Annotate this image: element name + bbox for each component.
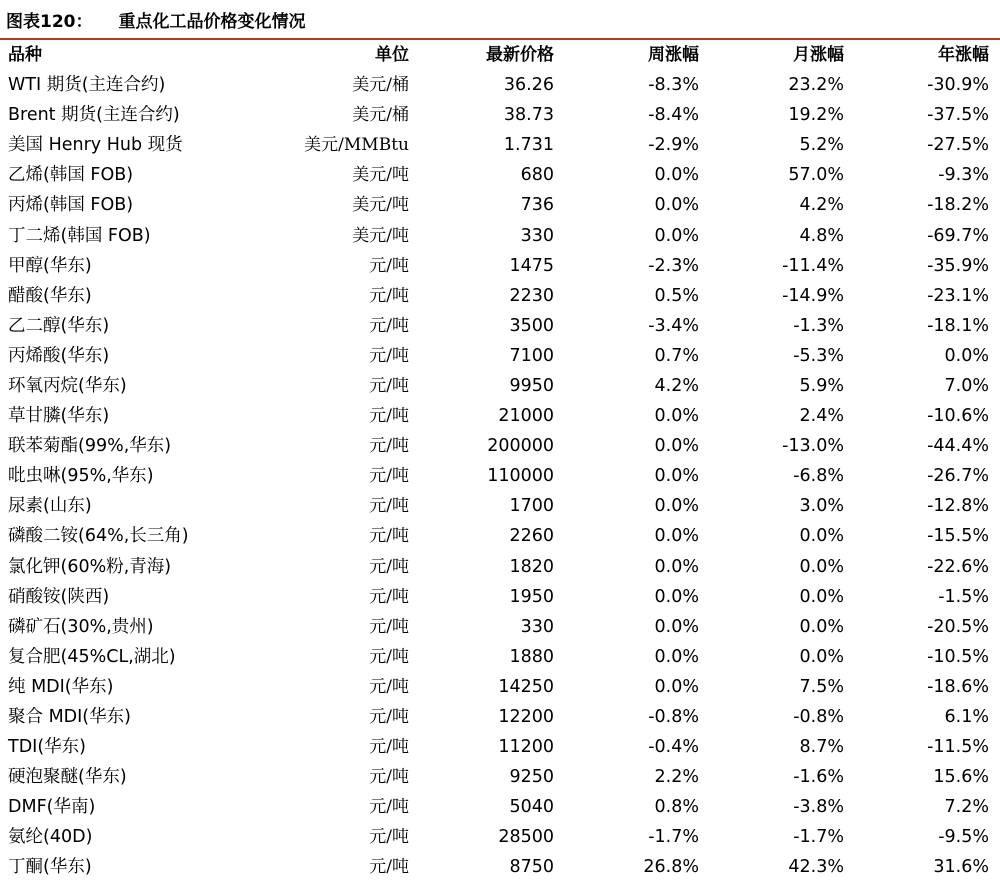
product-cell: 氨纶(40D) <box>8 827 93 848</box>
weekly-change-cell: 26.8% <box>643 857 699 878</box>
weekly-change-cell: -0.8% <box>648 707 699 728</box>
yearly-change-cell: 0.0% <box>944 345 989 366</box>
product-cell: 乙二醇(华东) <box>8 315 110 336</box>
weekly-change-cell: -0.4% <box>648 737 699 758</box>
product-cell: 环氧丙烷(华东) <box>8 375 127 396</box>
unit-cell: 元/吨 <box>369 707 409 728</box>
yearly-change-cell: -37.5% <box>927 105 989 126</box>
yearly-change-cell: -23.1% <box>927 285 989 306</box>
product-cell: 磷酸二铵(64%,长三角) <box>8 526 189 547</box>
latest-price-cell: 2230 <box>509 285 554 306</box>
product-cell: 氯化钾(60%粉,青海) <box>8 556 172 577</box>
table-row <box>6 612 991 642</box>
product-cell: 美国 Henry Hub 现货 <box>8 135 183 156</box>
monthly-change-cell: 0.0% <box>799 526 844 547</box>
monthly-change-cell: 4.2% <box>799 195 844 216</box>
monthly-change-cell: 7.5% <box>799 676 844 697</box>
yearly-change-cell: -22.6% <box>927 556 989 577</box>
yearly-change-cell: 7.2% <box>944 797 989 818</box>
table-row <box>6 792 991 822</box>
weekly-change-cell: 0.0% <box>654 586 699 607</box>
unit-cell: 美元/桶 <box>352 75 409 96</box>
table-row <box>6 311 991 341</box>
latest-price-cell: 21000 <box>498 406 554 427</box>
table-row <box>6 341 991 371</box>
unit-cell: 元/吨 <box>369 857 409 878</box>
unit-cell: 元/吨 <box>369 406 409 427</box>
weekly-change-cell: 0.8% <box>654 797 699 818</box>
weekly-change-cell: 0.0% <box>654 676 699 697</box>
table-row <box>6 762 991 792</box>
yearly-change-cell: -12.8% <box>927 496 989 517</box>
product-cell: 尿素(山东) <box>8 496 92 517</box>
header-monthly-change: 月涨幅 <box>793 45 844 65</box>
table-row <box>6 251 991 281</box>
product-cell: 草甘膦(华东) <box>8 406 110 427</box>
monthly-change-cell: -5.3% <box>793 345 844 366</box>
table-row <box>6 642 991 672</box>
weekly-change-cell: 0.0% <box>654 406 699 427</box>
product-cell: 纯 MDI(华东) <box>8 676 114 697</box>
latest-price-cell: 736 <box>520 195 554 216</box>
weekly-change-cell: 0.0% <box>654 436 699 457</box>
weekly-change-cell: 0.0% <box>654 496 699 517</box>
latest-price-cell: 36.26 <box>503 75 554 96</box>
latest-price-cell: 28500 <box>498 827 554 848</box>
monthly-change-cell: -3.8% <box>793 797 844 818</box>
yearly-change-cell: 7.0% <box>944 375 989 396</box>
monthly-change-cell: 5.9% <box>799 375 844 396</box>
table-row <box>6 702 991 732</box>
yearly-change-cell: -18.2% <box>927 195 989 216</box>
weekly-change-cell: -8.3% <box>648 75 699 96</box>
product-cell: 丁二烯(韩国 FOB) <box>8 225 151 246</box>
monthly-change-cell: -1.3% <box>793 315 844 336</box>
table-row <box>6 371 991 401</box>
latest-price-cell: 680 <box>520 165 554 186</box>
latest-price-cell: 9950 <box>509 375 554 396</box>
unit-cell: 美元/MMBtu <box>304 135 409 156</box>
latest-price-cell: 1880 <box>509 646 554 667</box>
latest-price-cell: 11200 <box>498 737 554 758</box>
table-body <box>6 70 991 883</box>
monthly-change-cell: 57.0% <box>788 165 844 186</box>
weekly-change-cell: -3.4% <box>648 315 699 336</box>
unit-cell: 元/吨 <box>369 285 409 306</box>
table-row <box>6 491 991 521</box>
unit-cell: 元/吨 <box>369 436 409 457</box>
yearly-change-cell: -10.5% <box>927 646 989 667</box>
unit-cell: 美元/桶 <box>352 105 409 126</box>
product-cell: 吡虫啉(95%,华东) <box>8 466 154 487</box>
monthly-change-cell: -1.7% <box>793 827 844 848</box>
weekly-change-cell: 0.0% <box>654 466 699 487</box>
monthly-change-cell: 2.4% <box>799 406 844 427</box>
yearly-change-cell: -26.7% <box>927 466 989 487</box>
monthly-change-cell: -1.6% <box>793 767 844 788</box>
weekly-change-cell: 0.0% <box>654 526 699 547</box>
unit-cell: 元/吨 <box>369 375 409 396</box>
unit-cell: 元/吨 <box>369 586 409 607</box>
latest-price-cell: 12200 <box>498 707 554 728</box>
latest-price-cell: 2260 <box>509 526 554 547</box>
weekly-change-cell: 0.5% <box>654 285 699 306</box>
latest-price-cell: 9250 <box>509 767 554 788</box>
product-cell: 聚合 MDI(华东) <box>8 707 131 728</box>
table-row <box>6 401 991 431</box>
unit-cell: 元/吨 <box>369 797 409 818</box>
latest-price-cell: 1950 <box>509 586 554 607</box>
table-row <box>6 582 991 612</box>
table-row <box>6 732 991 762</box>
yearly-change-cell: 15.6% <box>933 767 989 788</box>
table-row <box>6 281 991 311</box>
weekly-change-cell: 0.0% <box>654 646 699 667</box>
unit-cell: 元/吨 <box>369 345 409 366</box>
unit-cell: 元/吨 <box>369 315 409 336</box>
yearly-change-cell: -69.7% <box>927 225 989 246</box>
latest-price-cell: 110000 <box>487 466 554 487</box>
monthly-change-cell: 0.0% <box>799 646 844 667</box>
yearly-change-cell: -35.9% <box>927 255 989 276</box>
price-table <box>6 41 991 883</box>
table-row <box>6 220 991 250</box>
latest-price-cell: 1700 <box>509 496 554 517</box>
latest-price-cell: 14250 <box>498 676 554 697</box>
product-cell: 醋酸(华东) <box>8 285 92 306</box>
title-rule <box>0 38 1000 40</box>
header-weekly-change: 周涨幅 <box>648 45 699 65</box>
header-row <box>6 41 991 70</box>
latest-price-cell: 1.731 <box>503 135 554 156</box>
monthly-change-cell: -13.0% <box>782 436 844 457</box>
weekly-change-cell: 0.0% <box>654 556 699 577</box>
unit-cell: 美元/吨 <box>352 165 409 186</box>
monthly-change-cell: 19.2% <box>788 105 844 126</box>
unit-cell: 元/吨 <box>369 556 409 577</box>
monthly-change-cell: 5.2% <box>799 135 844 156</box>
yearly-change-cell: -11.5% <box>927 737 989 758</box>
monthly-change-cell: -11.4% <box>782 255 844 276</box>
product-cell: 丙烯酸(华东) <box>8 345 110 366</box>
monthly-change-cell: -14.9% <box>782 285 844 306</box>
latest-price-cell: 200000 <box>487 436 554 457</box>
yearly-change-cell: -9.3% <box>938 165 989 186</box>
weekly-change-cell: 0.7% <box>654 345 699 366</box>
table-header <box>6 41 991 70</box>
table-row <box>6 461 991 491</box>
table-row <box>6 822 991 852</box>
weekly-change-cell: -8.4% <box>648 105 699 126</box>
product-cell: 乙烯(韩国 FOB) <box>8 165 134 186</box>
yearly-change-cell: -9.5% <box>938 827 989 848</box>
monthly-change-cell: 3.0% <box>799 496 844 517</box>
unit-cell: 元/吨 <box>369 466 409 487</box>
monthly-change-cell: 8.7% <box>799 737 844 758</box>
table-row <box>6 431 991 461</box>
weekly-change-cell: -1.7% <box>648 827 699 848</box>
product-cell: 联苯菊酯(99%,华东) <box>8 436 172 457</box>
table-row <box>6 852 991 882</box>
product-cell: 硝酸铵(陕西) <box>8 586 110 607</box>
table-row <box>6 552 991 582</box>
figure-number: 图表120： <box>6 12 93 32</box>
unit-cell: 元/吨 <box>369 496 409 517</box>
yearly-change-cell: -44.4% <box>927 436 989 457</box>
unit-cell: 元/吨 <box>369 737 409 758</box>
monthly-change-cell: 4.8% <box>799 225 844 246</box>
product-cell: 硬泡聚醚(华东) <box>8 767 127 788</box>
latest-price-cell: 7100 <box>509 345 554 366</box>
yearly-change-cell: -20.5% <box>927 616 989 637</box>
unit-cell: 元/吨 <box>369 616 409 637</box>
header-product: 品种 <box>8 45 42 65</box>
yearly-change-cell: -27.5% <box>927 135 989 156</box>
latest-price-cell: 1820 <box>509 556 554 577</box>
monthly-change-cell: 23.2% <box>788 75 844 96</box>
product-cell: TDI(华东) <box>8 737 86 758</box>
weekly-change-cell: 0.0% <box>654 616 699 637</box>
yearly-change-cell: -15.5% <box>927 526 989 547</box>
header-yearly-change: 年涨幅 <box>938 45 989 65</box>
weekly-change-cell: 2.2% <box>654 767 699 788</box>
header-latest-price: 最新价格 <box>486 45 554 65</box>
weekly-change-cell: 4.2% <box>654 375 699 396</box>
table-row <box>6 100 991 130</box>
product-cell: 复合肥(45%CL,湖北) <box>8 646 176 667</box>
monthly-change-cell: 42.3% <box>788 857 844 878</box>
product-cell: DMF(华南) <box>8 797 96 818</box>
weekly-change-cell: -2.9% <box>648 135 699 156</box>
latest-price-cell: 8750 <box>509 857 554 878</box>
monthly-change-cell: 0.0% <box>799 586 844 607</box>
monthly-change-cell: 0.0% <box>799 616 844 637</box>
weekly-change-cell: -2.3% <box>648 255 699 276</box>
yearly-change-cell: -10.6% <box>927 406 989 427</box>
unit-cell: 元/吨 <box>369 676 409 697</box>
yearly-change-cell: -18.1% <box>927 315 989 336</box>
latest-price-cell: 330 <box>520 225 554 246</box>
monthly-change-cell: 0.0% <box>799 556 844 577</box>
yearly-change-cell: -1.5% <box>938 586 989 607</box>
yearly-change-cell: 6.1% <box>944 707 989 728</box>
weekly-change-cell: 0.0% <box>654 195 699 216</box>
latest-price-cell: 3500 <box>509 315 554 336</box>
unit-cell: 美元/吨 <box>352 195 409 216</box>
table-row <box>6 672 991 702</box>
product-cell: Brent 期货(主连合约) <box>8 105 180 126</box>
latest-price-cell: 1475 <box>509 255 554 276</box>
unit-cell: 美元/吨 <box>352 225 409 246</box>
yearly-change-cell: -18.6% <box>927 676 989 697</box>
unit-cell: 元/吨 <box>369 646 409 667</box>
weekly-change-cell: 0.0% <box>654 165 699 186</box>
product-cell: 甲醇(华东) <box>8 255 92 276</box>
unit-cell: 元/吨 <box>369 827 409 848</box>
table-row <box>6 70 991 100</box>
latest-price-cell: 5040 <box>509 797 554 818</box>
monthly-change-cell: -6.8% <box>793 466 844 487</box>
table-row <box>6 521 991 551</box>
table-row <box>6 190 991 220</box>
product-cell: 丁酮(华东) <box>8 857 92 878</box>
weekly-change-cell: 0.0% <box>654 225 699 246</box>
header-unit: 单位 <box>375 45 409 65</box>
unit-cell: 元/吨 <box>369 526 409 547</box>
yearly-change-cell: 31.6% <box>933 857 989 878</box>
figure-title <box>6 8 306 36</box>
figure-caption: 重点化工品价格变化情况 <box>118 12 306 32</box>
product-cell: 丙烯(韩国 FOB) <box>8 195 134 216</box>
product-cell: WTI 期货(主连合约) <box>8 75 166 96</box>
yearly-change-cell: -30.9% <box>927 75 989 96</box>
product-cell: 磷矿石(30%,贵州) <box>8 616 154 637</box>
latest-price-cell: 38.73 <box>503 105 554 126</box>
latest-price-cell: 330 <box>520 616 554 637</box>
unit-cell: 元/吨 <box>369 767 409 788</box>
table-row <box>6 130 991 160</box>
monthly-change-cell: -0.8% <box>793 707 844 728</box>
unit-cell: 元/吨 <box>369 255 409 276</box>
table-row <box>6 160 991 190</box>
